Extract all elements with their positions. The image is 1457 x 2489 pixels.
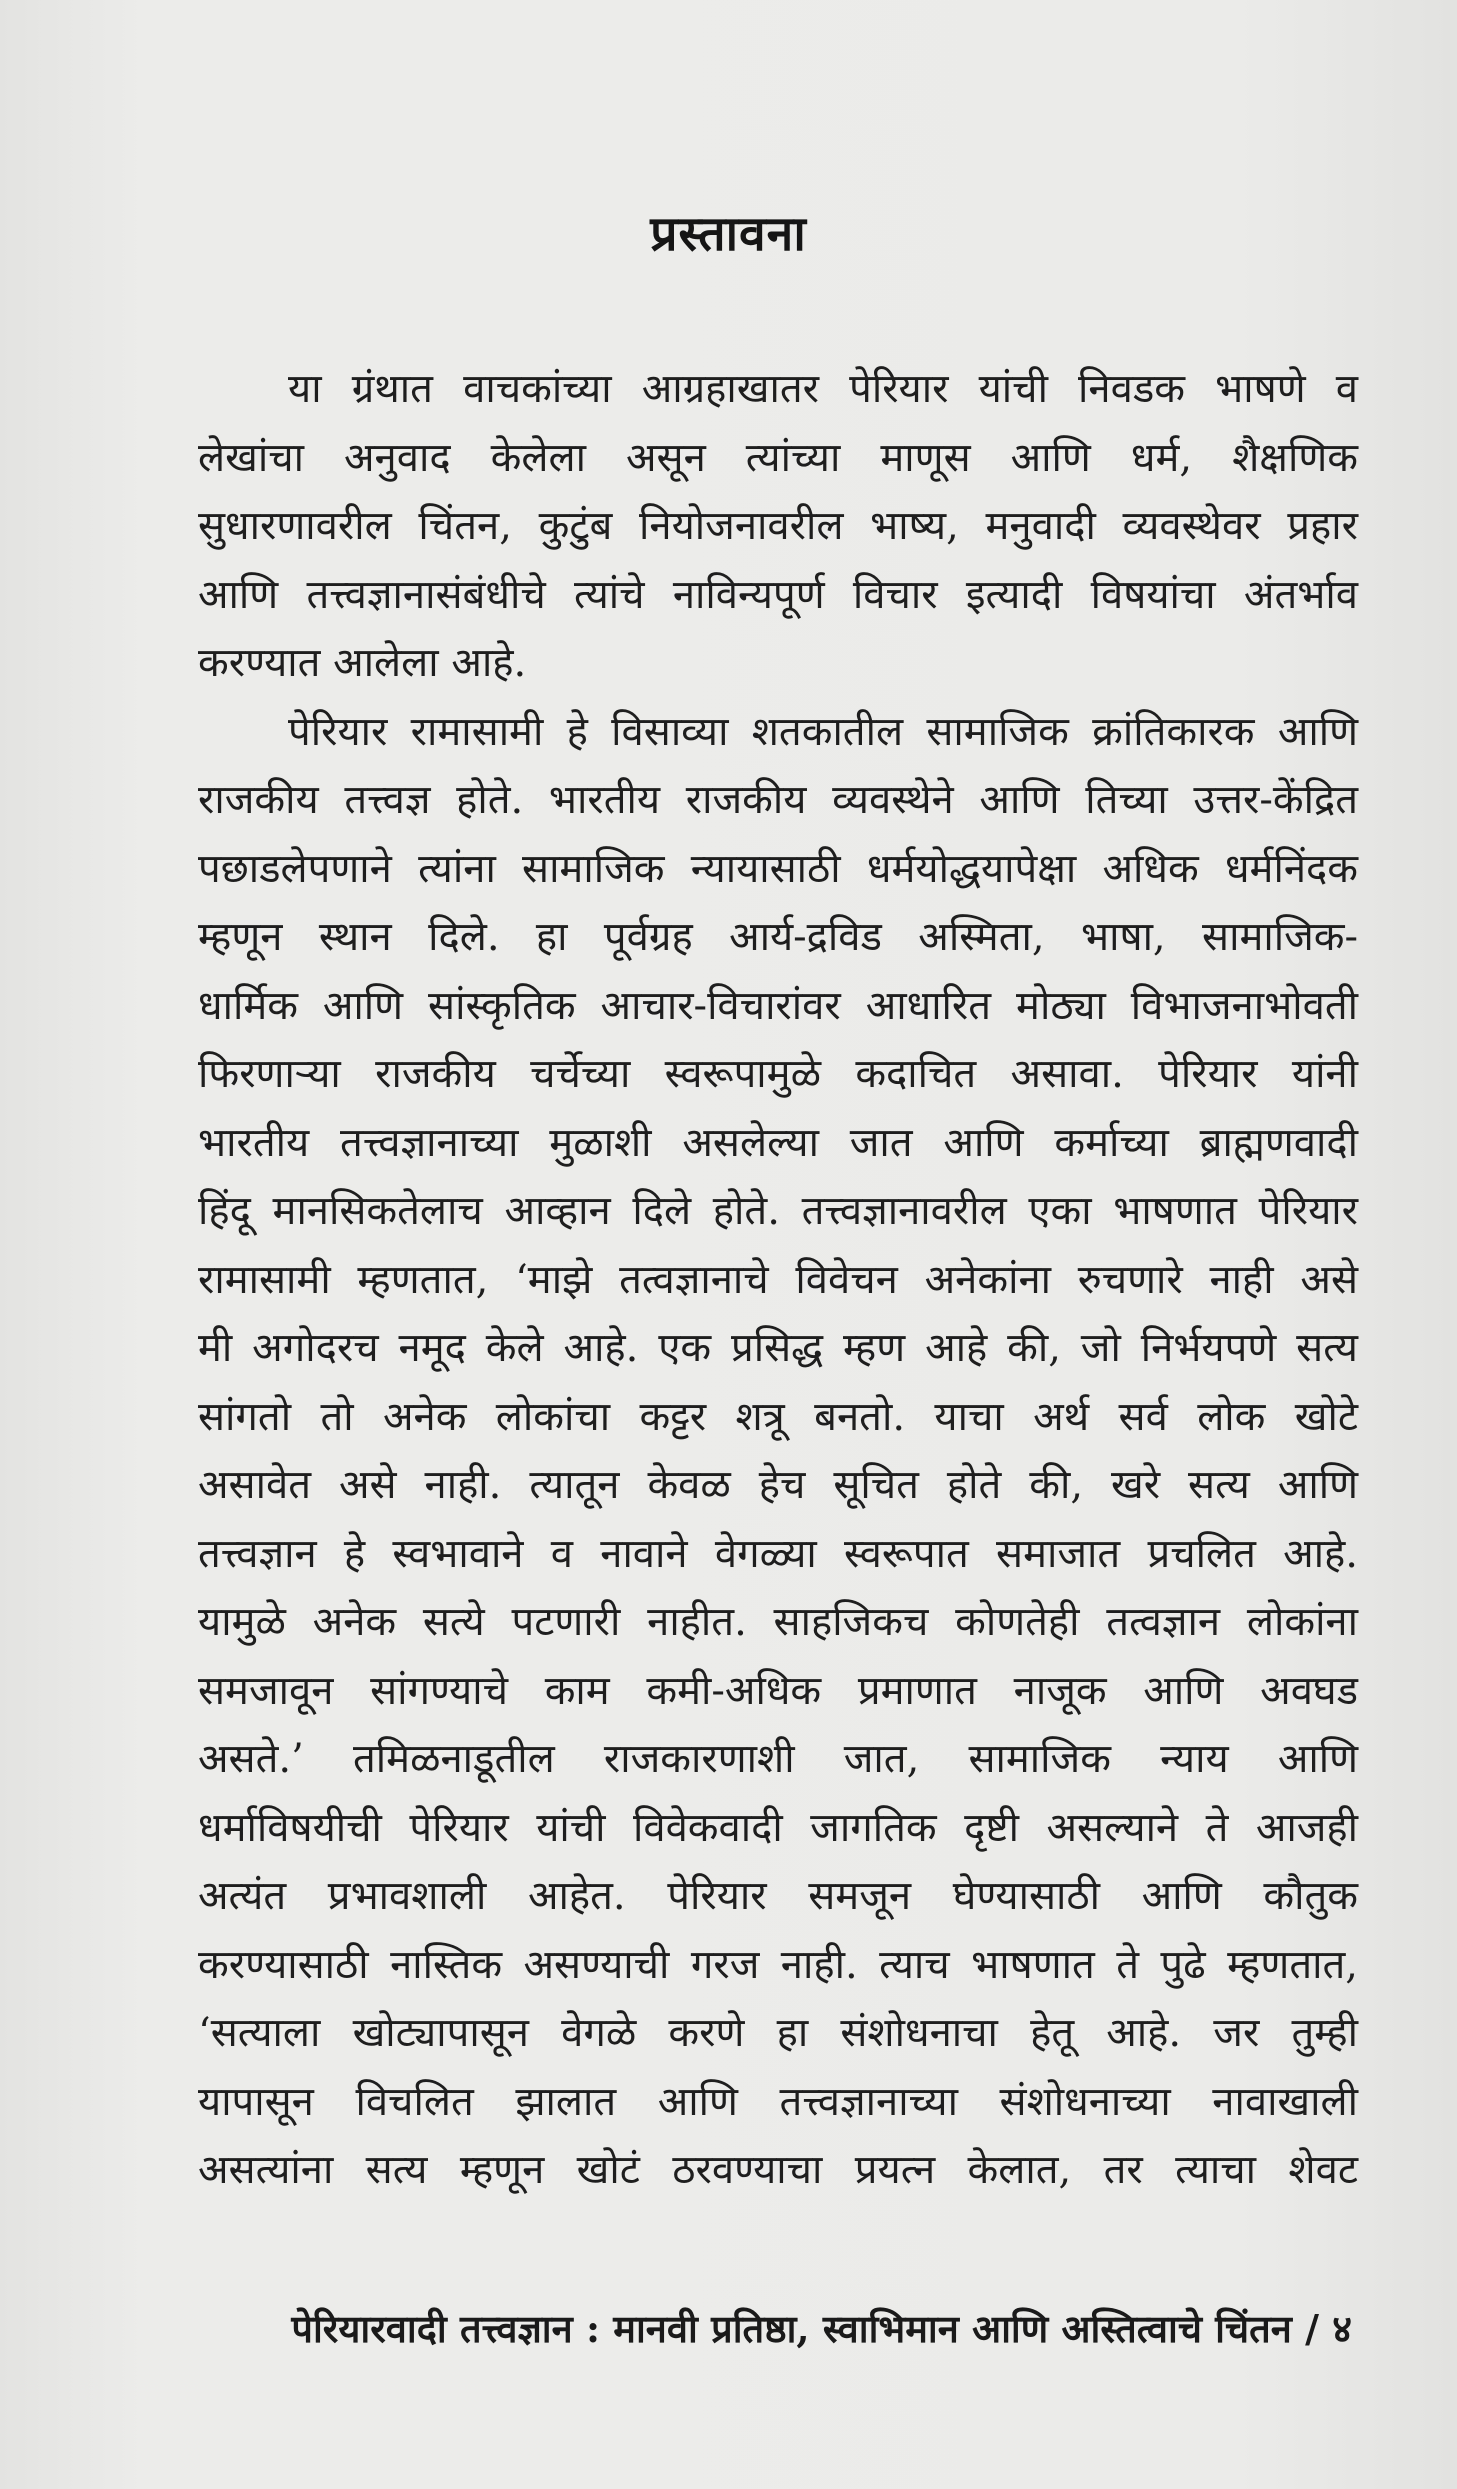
text-line: हिंदू मानसिकतेलाच आव्हान दिले होते. तत्त्वज्ञानावरील एका भाषणात पेरियार xyxy=(198,1188,1358,1234)
page-footer: पेरियारवादी तत्त्वज्ञान : मानवी प्रतिष्ठा, स्वाभिमान आणि अस्तित्वाचे चिंतन / ४ xyxy=(291,2306,1352,2351)
paragraph-1 xyxy=(198,355,1358,698)
text-line: म्हणून स्थान दिले. हा पूर्वग्रह आर्य-द्रविड अस्मिता, भाषा, सामाजिक- xyxy=(198,914,1358,960)
text-line: असत्यांना सत्य म्हणून खोटं ठरवण्याचा प्रयत्न केलात, तर त्याचा शेवट xyxy=(198,2147,1358,2193)
text-line: यामुळे अनेक सत्ये पटणारी नाहीत. साहजिकच कोणतेही तत्वज्ञान लोकांना xyxy=(198,1599,1358,1645)
text-line: या ग्रंथात वाचकांच्या आग्रहाखातर पेरियार यांची निवडक भाषणे व xyxy=(288,366,1358,412)
text-line: सुधारणावरील चिंतन, कुटुंब नियोजनावरील भाष्य, मनुवादी व्यवस्थेवर प्रहार xyxy=(198,503,1358,549)
text-line: धार्मिक आणि सांस्कृतिक आचार-विचारांवर आधारित मोठ्या विभाजनाभोवती xyxy=(198,982,1358,1029)
text-line: राजकीय तत्त्वज्ञ होते. भारतीय राजकीय व्यवस्थेने आणि तिच्या उत्तर-केंद्रित xyxy=(198,777,1358,823)
text-line: असते.’ तमिळनाडूतील राजकारणाशी जात, सामाजिक न्याय आणि xyxy=(198,1736,1358,1782)
body-text xyxy=(198,355,1358,2205)
text-line: फिरणाऱ्या राजकीय चर्चेच्या स्वरूपामुळे कदाचित असावा. पेरियार यांनी xyxy=(198,1051,1358,1097)
text-line: लेखांचा अनुवाद केलेला असून त्यांच्या माणूस आणि धर्म, शैक्षणिक xyxy=(198,434,1358,481)
text-line: असावेत असे नाही. त्यातून केवळ हेच सूचित होते की, खरे सत्य आणि xyxy=(198,1462,1358,1508)
text-line: ‘सत्याला खोट्यापासून वेगळे करणे हा संशोधनाचा हेतू आहे. जर तुम्ही xyxy=(198,2010,1358,2056)
page-title: प्रस्तावना xyxy=(650,206,807,262)
text-line: अत्यंत प्रभावशाली आहेत. पेरियार समजून घेण्यासाठी आणि कौतुक xyxy=(198,1873,1358,1919)
text-line: तत्त्वज्ञान हे स्वभावाने व नावाने वेगळ्या स्वरूपात समाजात प्रचलित आहे. xyxy=(198,1530,1358,1577)
text-line: समजावून सांगण्याचे काम कमी-अधिक प्रमाणात नाजूक आणि अवघड xyxy=(198,1667,1358,1714)
text-line: यापासून विचलित झालात आणि तत्त्वज्ञानाच्या संशोधनाच्या नावाखाली xyxy=(198,2078,1358,2125)
text-line: करण्यात आलेला आहे. xyxy=(198,640,527,686)
text-line: धर्माविषयीची पेरियार यांची विवेकवादी जागतिक दृष्टी असल्याने ते आजही xyxy=(198,1804,1358,1851)
text-line: सांगतो तो अनेक लोकांचा कट्टर शत्रू बनतो. याचा अर्थ सर्व लोक खोटे xyxy=(198,1393,1358,1440)
text-line: मी अगोदरच नमूद केले आहे. एक प्रसिद्ध म्हण आहे की, जो निर्भयपणे सत्य xyxy=(198,1325,1358,1371)
paragraph-2 xyxy=(198,698,1358,2205)
text-line: पेरियार रामासामी हे विसाव्या शतकातील सामाजिक क्रांतिकारक आणि xyxy=(288,708,1358,755)
text-line: भारतीय तत्त्वज्ञानाच्या मुळाशी असलेल्या जात आणि कर्माच्या ब्राह्मणवादी xyxy=(198,1119,1358,1166)
text-line: रामासामी म्हणतात, ‘माझे तत्वज्ञानाचे विवेचन अनेकांना रुचणारे नाही असे xyxy=(198,1256,1358,1303)
text-line: आणि तत्त्वज्ञानासंबंधीचे त्यांचे नाविन्यपूर्ण विचार इत्यादी विषयांचा अंतर्भाव xyxy=(198,571,1358,618)
text-line: पछाडलेपणाने त्यांना सामाजिक न्यायासाठी धर्मयोद्धयापेक्षा अधिक धर्मनिंदक xyxy=(198,845,1358,892)
text-line: करण्यासाठी नास्तिक असण्याची गरज नाही. त्याच भाषणात ते पुढे म्हणतात, xyxy=(198,1941,1358,1988)
